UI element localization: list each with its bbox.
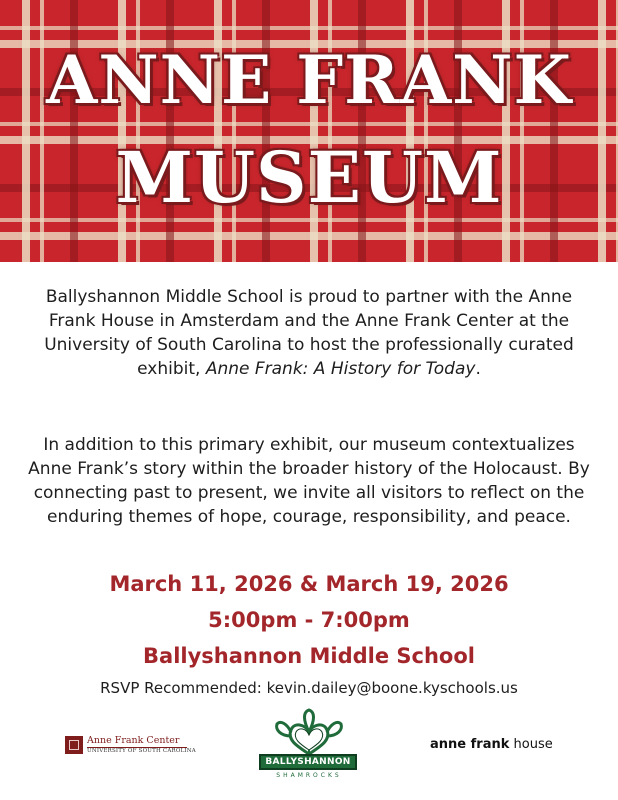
exhibit-title: Anne Frank: A History for Today	[205, 359, 476, 379]
plaid-banner	[0, 0, 618, 262]
anne-frank-center-logo	[65, 736, 195, 756]
anne-frank-center-sub: UNIVERSITY OF SOUTH CAROLINA	[87, 748, 196, 754]
title-line-1: ANNE FRANK	[46, 41, 572, 119]
rsvp-line: RSVP Recommended: kevin.dailey@boone.kyschools.us	[100, 679, 518, 697]
event-time: 5:00pm - 7:00pm	[208, 608, 410, 632]
anne-frank-center-name: Anne Frank Center	[87, 735, 180, 746]
title-line-2: MUSEUM	[115, 136, 503, 219]
intro-text: Ballyshannon Middle School is proud to partner with the Anne Frank House in Amsterdam and the Anne Frank Center at the University of South Carolina to host the professionally curated exhibit,	[44, 287, 574, 379]
anne-frank-center-icon	[65, 736, 83, 754]
shamrock-icon	[257, 706, 361, 758]
ballyshannon-name: BALLYSHANNON	[259, 754, 357, 770]
intro-period: .	[475, 359, 481, 379]
intro-paragraph-2: In addition to this primary exhibit, our museum contextualizes Anne Frank’s story within the broader history of the Holocaust. By connecting past to present, we invite all visitors to reflect on the enduring themes of hope, courage, responsibility, and peace.	[28, 435, 590, 527]
event-location: Ballyshannon Middle School	[143, 644, 475, 668]
intro-paragraph-1	[20, 285, 598, 381]
event-dates: March 11, 2026 & March 19, 2026	[109, 572, 509, 596]
anne-frank-house-bold: anne frank	[430, 737, 510, 752]
anne-frank-house-light: house	[513, 737, 553, 752]
ballyshannon-sub: SHAMROCKS	[276, 772, 342, 779]
ballyshannon-logo	[257, 706, 361, 784]
anne-frank-house-logo	[430, 737, 553, 752]
